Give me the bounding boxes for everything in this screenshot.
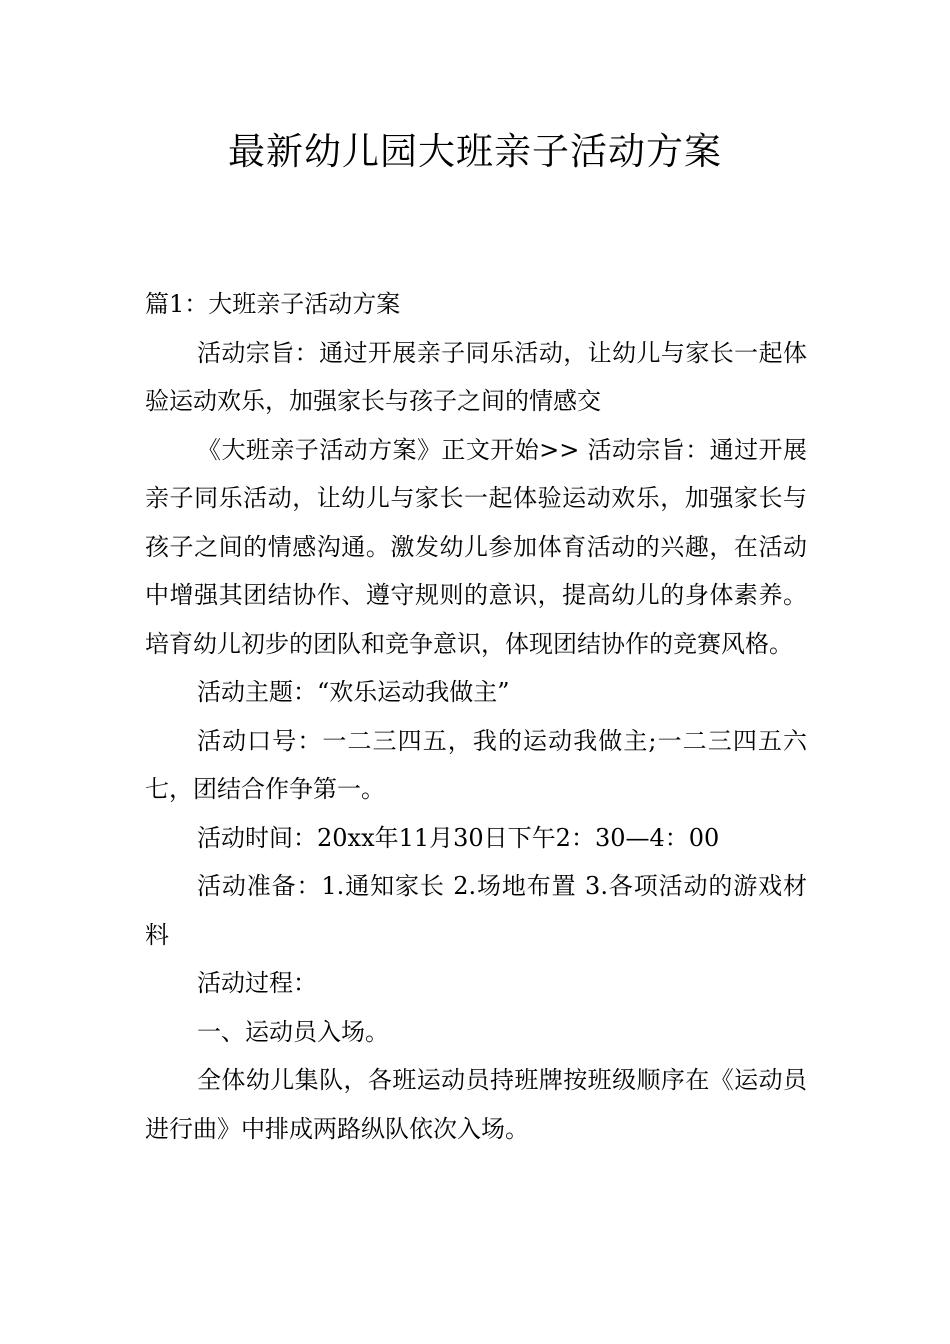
paragraph-purpose-full: 《大班亲子活动方案》正文开始>> 活动宗旨：通过开展亲子同乐活动，让幼儿与家长一起体验运动欢乐，加强家长与孩子之间的情感沟通。激发幼儿参加体育活动的兴趣，在活动中增强其团结协作、遵守规则的意识，提高幼儿的身体素养。培育幼儿初步的团队和竞争意识，体现团结协作的竞赛风格。 <box>145 435 807 658</box>
paragraph-slogan: 活动口号：一二三四五，我的运动我做主;一二三四五六七，团结合作争第一。 <box>145 726 807 803</box>
document-title: 最新幼儿园大班亲子活动方案 <box>228 130 722 173</box>
paragraph-purpose-intro: 活动宗旨：通过开展亲子同乐活动，让幼儿与家长一起体验运动欢乐，加强家长与孩子之间的情感交 <box>145 338 807 415</box>
paragraph-process-heading: 活动过程： <box>197 969 317 997</box>
paragraph-step-one-heading: 一、运动员入场。 <box>197 1017 389 1046</box>
document-body <box>145 280 807 1153</box>
section-heading: 篇1：大班亲子活动方案 <box>145 290 401 318</box>
paragraph-step-one-detail: 全体幼儿集队，各班运动员持班牌按班级顺序在《运动员进行曲》中排成两路纵队依次入场。 <box>145 1066 807 1143</box>
paragraph-time: 活动时间：20xx年11月30日下午2：30—4：00 <box>197 823 720 852</box>
paragraph-theme: 活动主题：“欢乐运动我做主” <box>197 678 510 706</box>
paragraph-preparation: 活动准备：1.通知家长 2.场地布置 3.各项活动的游戏材料 <box>145 872 807 949</box>
